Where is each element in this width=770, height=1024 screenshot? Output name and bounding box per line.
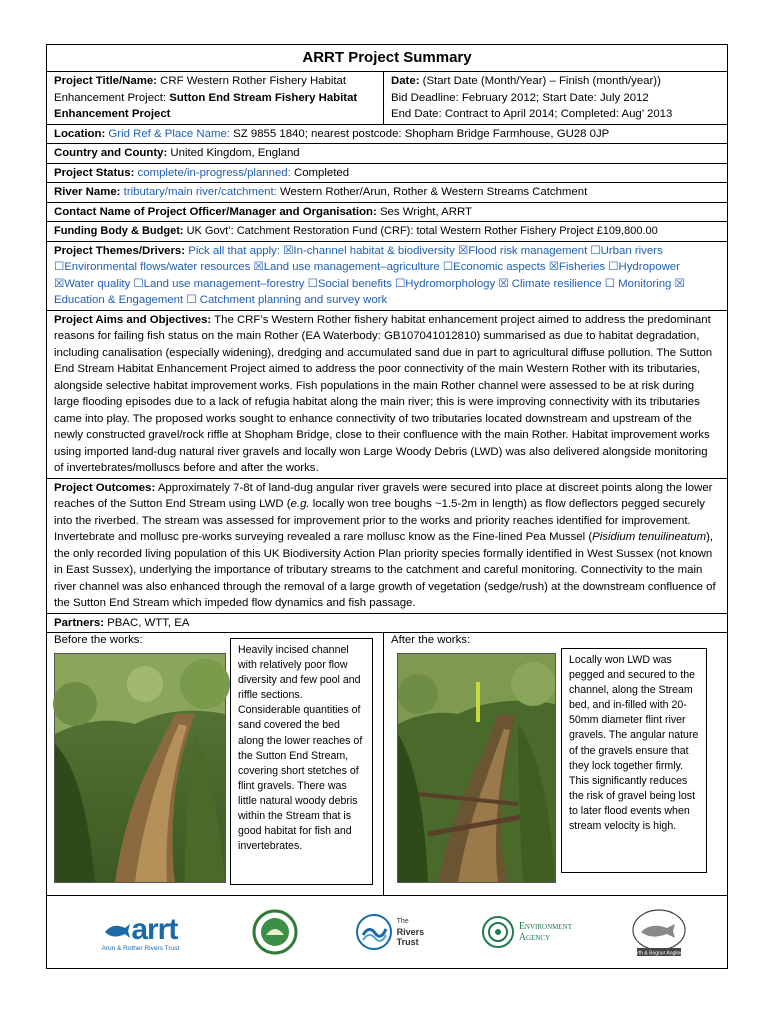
after-photo [397,653,556,883]
ea-text [519,921,572,943]
location-value: SZ 9855 1840; nearest postcode: Shopham Bridge Farmhouse, GU28 0JP [229,127,610,140]
date-label: Date: [391,75,420,87]
project-title-cell [47,72,384,124]
outcomes-row [47,479,727,614]
country-row [47,144,727,164]
environment-agency-logo [481,915,572,949]
arrt-subtitle: Arun & Rother Rivers Trust [101,944,180,952]
project-title-label: Project Title/Name: [54,75,157,87]
project-name-text: CRF Western Rother Fishery Habitat Enhancement Project: [54,75,347,104]
funding-value: UK Govt’: Catchment Restoration Fund (CRF): total Western Rother Fishery Project £109,800.00 [183,225,658,237]
species-name: Pisidium tenuilineatum [592,531,707,543]
status-hint: complete/in-progress/planned: [134,166,291,179]
status-row [47,164,727,184]
country-label: Country and County: [54,147,168,159]
partners-value: PBAC, WTT, EA [104,616,190,629]
rivers-trust-icon [355,913,393,951]
outcomes-text-1: Approximately 7-8t of land-dug angular river gravels were secured into place at discreet points along the lower reaches of the Sutton End Stream using LWD ( [54,481,713,510]
themes-checklist: Pick all that apply: ☒In-channel habitat & biodiversity ☒Flood risk management ☐Urban rivers ☐Environmental flows/water resources ☒Land use management–agriculture ☐Economic aspects ☒Fisheries ☐Hydropower ☒Water quality ☐Land use management–forestry ☐Social benefits ☐Hydromorphology ☒ Climate resilience ☐ Monitoring ☒ Education & Engagement ☐ Catchment planning and survey work [54,244,685,306]
after-label: After the works: [391,634,471,646]
river-label: River Name: [54,186,121,198]
location-hint: Grid Ref & Place Name: [105,127,230,140]
wildlife-trust-seal [252,909,298,955]
rivers-trust-rivers: Rivers [396,927,425,937]
project-summary-form [46,44,728,969]
funding-label: Funding Body & Budget: [54,225,184,237]
before-caption: Heavily incised channel with relatively poor flow diversity and few pool and riffle sections. Considerable quantities of sand covered the bed along the lower reaches of the Sutton End Stream, covering short stetches of flint gravels. There was little natural woody debris within the Stream that is good habitat for fish and invertebrates. [230,638,373,885]
document-title: ARRT Project Summary [47,45,727,72]
country-value: United Kingdom, England [167,147,300,159]
rivers-trust-text [397,917,425,947]
arrt-wordmark: arrt [131,912,178,946]
arrt-logo [85,913,195,952]
angling-club-name: Petworth & Bognor Angling Club [622,950,695,957]
after-caption: Locally won LWD was pegged and secured to the channel, along the Stream bed, and in-filled with 20-50mm diameter flint river gravels. The angular nature of the gravels ensure that they lock together firmly. This significantly reduces the risk of gravel being lost to later flood events when stream velocity is high. [561,648,707,873]
date-format: (Start Date (Month/Year) – Finish (month/year)) [419,75,661,87]
themes-row [47,242,727,311]
outcomes-label: Project Outcomes: [54,481,156,494]
rivers-trust-the: The [396,918,409,925]
partner-logos [47,896,727,968]
ea-agency: Agency [518,932,551,943]
river-row [47,183,727,203]
river-hint: tributary/main river/catchment: [120,186,277,198]
before-label: Before the works: [54,634,143,646]
before-column [47,633,384,895]
aims-text: The CRF’s Western Rother fishery habitat enhancement project aimed to address the predominant reasons for failing fish status on the main Rother (EA Waterbody: GB107041012810) summarised as due to habitat degradation, including canalisation (especially widening), dredging and accumulated sand due in part to agricultural diffuse pollution. The Sutton End Stream Habitat Enhancement Project aimed to address the poor connectivity of the main Western Rother with its tributaries, alongside selective habitat improvement works. Fish populations in the main Rother channel were assessed to be at risk during large flooding episodes due to a lack of refugia habitat along the main river; this is were improving connectivity with its tributaries came into play. The proposed works sought to enhance connectivity of two tributaries located downstream and upstream of the newly constructed gravel/rock riffle at Shopham Bridge, close to their confluence with the main Rother. Habitat improvement works using imported land-dug natural river gravels and locally won Large Woody Debris (LWD) was also delivered alongside monitoring of invertebrates/molluscs before and after the works. [54,313,713,474]
ea-emblem-icon [481,915,515,949]
river-value: Western Rother/Arun, Rother & Western Streams Catchment [276,186,588,198]
contact-label: Contact Name of Project Officer/Manager and Organisation: [54,205,377,218]
contact-row [47,203,727,223]
date-cell [384,72,727,124]
rivers-trust-logo [355,913,425,951]
date-line-2: End Date: Contract to April 2014; Completed: Aug’ 2013 [391,108,673,120]
after-column [384,633,727,895]
themes-label: Project Themes/Drivers: [54,244,186,257]
photo-section [47,633,727,896]
angling-club-logo [622,906,695,958]
outcomes-text-3: ), the only recorded living population of this UK Biodiversity Action Plan priority species formally identified in West Sussex (not known in East Sussex), underlying the importance of tributary streams to the catchment and careful monitoring. Connectivity to the main river channel was also enhanced through the removal of a large growth of vegetation (sedge/rush) at the downstream confluence of the Sutton End Stream which impeded flow dynamics and fish passage. [54,531,716,609]
aims-row [47,311,727,479]
funding-row [47,222,727,242]
contact-value: Ses Wright, ARRT [376,205,472,218]
ea-environment: Environment [518,921,572,932]
partners-row [47,614,727,634]
title-date-row [47,72,727,125]
project-name-bold: Sutton End Stream Fishery Habitat Enhancement Project [54,91,358,120]
aims-label: Project Aims and Objectives: [54,313,212,326]
outcomes-text-2: locally won tree boughs ~1.5-2m in length) as flow deflectors pegged securely into the riverbed. The stream was assessed for improvement prior to the works and priority reaches identified for improvement. Invertebrate and mollusc pre-works surveying revealed a rare mollusc know as the Fine-lined Pea Mussel ( [54,498,705,543]
status-value: Completed [290,166,350,179]
partners-label: Partners: [54,616,105,629]
outcomes-eg: e.g. [290,498,310,510]
before-photo [54,653,226,883]
location-label: Location: [54,127,106,140]
fish-icon [103,920,131,940]
date-line-1: Bid Deadline: February 2012; Start Date: July 2012 [391,91,649,104]
status-label: Project Status: [54,166,135,179]
rivers-trust-trust: Trust [396,937,419,947]
location-row [47,125,727,145]
